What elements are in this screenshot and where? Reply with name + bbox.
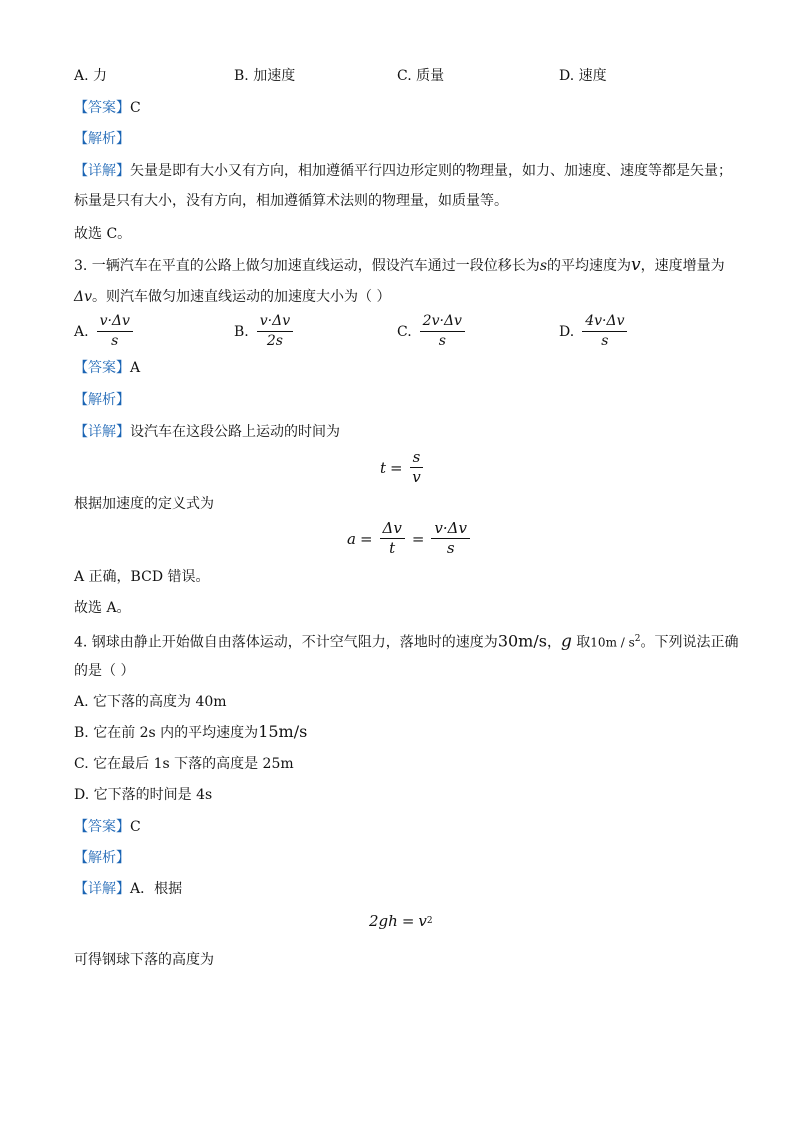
formula-time: t = $\frac{s}{v}$ xyxy=(380,449,426,486)
q4-stem-line1: 4. 钢球由静止开始做自由落体运动，不计空气阻力，落地时的速度为30m/s，g 取$10m / s^2$。下列说法正确 xyxy=(74,631,739,652)
answer-tag: 【答案】 xyxy=(74,100,130,116)
q3-conclusion: 故选 A。 xyxy=(74,600,131,616)
formula-acceleration: a = $\frac{\Delta v}{t}$ = $\frac{v\cdot\Delta v}{s}$ xyxy=(347,520,473,557)
q3-option-a xyxy=(74,313,136,350)
formula-free-fall: 2gh = v 2 xyxy=(369,912,433,930)
q3-stem-line1: 3. 一辆汽车在平直的公路上做匀加速直线运动，假设汽车通过一段位移长为s的平均速度为v，速度增量为 xyxy=(74,255,725,275)
q4-answer: 【答案】C xyxy=(74,819,141,835)
q3-option-b xyxy=(234,313,296,350)
q4-detail-line1: 【详解】A．根据 xyxy=(74,881,183,897)
q3-analysis-tag: 【解析】 xyxy=(74,392,130,408)
q3-detail-line3: A 正确，BCD 错误。 xyxy=(74,569,210,585)
q2-answer xyxy=(74,98,141,118)
option-fraction: $\frac{v\cdot\Delta v}{s}$ xyxy=(97,313,133,350)
option-label: C. xyxy=(397,323,412,340)
q3-detail-line1: 【详解】设汽车在这段公路上运动的时间为 xyxy=(74,424,340,440)
q2-option-a: A. 力 xyxy=(74,68,108,84)
q3-option-d xyxy=(559,313,630,350)
q2-option-c: C. 质量 xyxy=(397,68,445,84)
q3-answer: 【答案】A xyxy=(74,360,141,376)
q3-detail-line2: 根据加速度的定义式为 xyxy=(74,496,214,512)
q4-detail-line2: 可得钢球下落的高度为 xyxy=(74,952,214,968)
q4-option-b: B. 它在前 2s 内的平均速度为15m/s xyxy=(74,722,308,741)
option-fraction: $\frac{4v\cdot\Delta v}{s}$ xyxy=(582,313,627,350)
answer-value: C xyxy=(130,100,141,116)
q4-option-a: A. 它下落的高度为 40m xyxy=(74,694,227,710)
option-fraction: $\frac{2v\cdot\Delta v}{s}$ xyxy=(420,313,465,350)
q2-analysis-tag: 【解析】 xyxy=(74,131,130,147)
q4-stem-line2: 的是（ ） xyxy=(74,663,135,679)
q3-option-c xyxy=(397,313,468,350)
q4-option-c: C. 它在最后 1s 下落的高度是 25m xyxy=(74,756,294,772)
q2-conclusion: 故选 C。 xyxy=(74,226,132,242)
detail-tag: 【详解】 xyxy=(74,163,130,179)
option-label: B. xyxy=(234,323,249,340)
q2-option-b: B. 加速度 xyxy=(234,68,296,84)
option-label: D. xyxy=(559,323,575,340)
q2-detail-line1: 【详解】矢量是即有大小又有方向，相加遵循平行四边形定则的物理量，如力、加速度、速度等都是矢量； xyxy=(74,163,732,179)
q3-stem-line2: Δv。则汽车做匀加速直线运动的加速度大小为（ ） xyxy=(74,289,391,305)
q4-option-d: D. 它下落的时间是 4s xyxy=(74,787,213,803)
option-label: A. xyxy=(74,323,89,340)
option-fraction: $\frac{v\cdot\Delta v}{2s}$ xyxy=(257,313,293,350)
q2-detail-line2: 标量是只有大小，没有方向，相加遵循算术法则的物理量，如质量等。 xyxy=(74,193,508,209)
q4-analysis-tag: 【解析】 xyxy=(74,850,130,866)
q2-option-d: D. 速度 xyxy=(559,68,607,84)
